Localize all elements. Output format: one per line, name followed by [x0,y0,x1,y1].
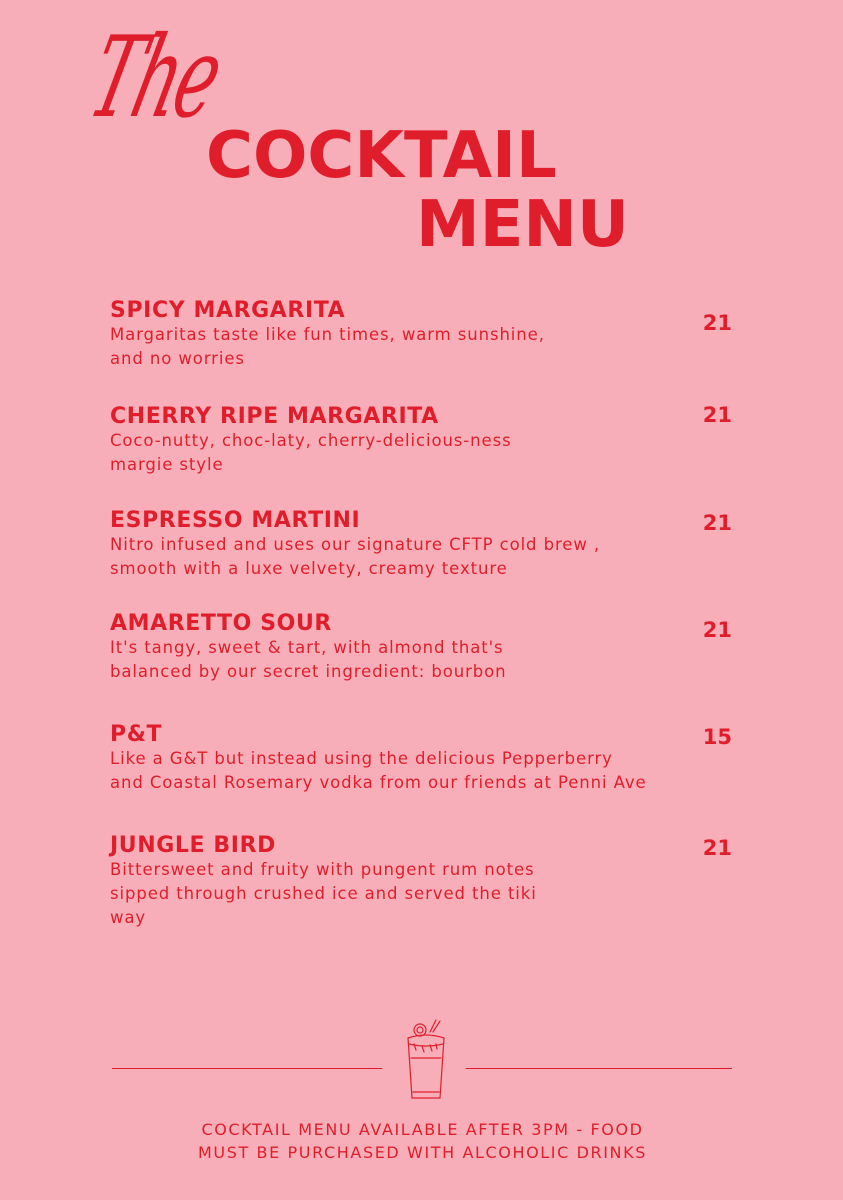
item-desc-line: way [110,908,147,927]
menu-item [110,297,750,371]
footer-note [0,1118,843,1164]
item-desc-line: smooth with a luxe velvety, creamy texture [110,559,508,578]
item-desc-line: margie style [110,455,224,474]
item-desc-line: sipped through crushed ice and served the tiki [110,884,537,903]
item-desc-line: Coco-nutty, choc-laty, cherry-delicious-ness [110,431,512,450]
item-description [110,636,750,684]
item-desc-line: It's tangy, sweet & tart, with almond that's [110,638,504,657]
cocktail-glass-icon [402,1018,450,1107]
item-desc-line: Like a G&T but instead using the delicious Pepperberry [110,749,613,768]
menu-item [110,403,750,477]
item-desc-line: Margaritas taste like fun times, warm sunshine, [110,325,545,344]
item-description [110,747,750,795]
item-price: 21 [702,836,732,860]
item-name: CHERRY RIPE MARGARITA [110,404,439,429]
item-name: P&T [110,722,163,747]
footer-line: MUST BE PURCHASED WITH ALCOHOLIC DRINKS [198,1143,647,1162]
menu-item [110,721,750,795]
script-title-the: The [77,13,232,143]
item-desc-line: and Coastal Rosemary vodka from our friends at Penni Ave [110,773,647,792]
left-divider [112,1068,382,1069]
item-price: 21 [702,618,732,642]
item-price: 21 [702,403,732,427]
item-description [110,429,750,477]
item-name: JUNGLE BIRD [110,833,276,858]
item-price: 21 [702,511,732,535]
item-desc-line: balanced by our secret ingredient: bourbon [110,662,507,681]
item-price: 15 [702,725,732,749]
title-menu: MENU [416,188,629,262]
right-divider [466,1068,732,1069]
title-cocktail: COCKTAIL [206,119,557,193]
item-description [110,533,750,581]
item-name: SPICY MARGARITA [110,298,346,323]
footer-line: COCKTAIL MENU AVAILABLE AFTER 3PM - FOOD [201,1120,644,1139]
item-description [110,858,750,930]
menu-item [110,610,750,684]
item-desc-line: Nitro infused and uses our signature CFTP cold brew , [110,535,601,554]
item-name: AMARETTO SOUR [110,611,332,636]
item-description [110,323,750,371]
menu-item [110,507,750,581]
item-price: 21 [702,311,732,335]
item-name: ESPRESSO MARTINI [110,508,361,533]
menu-item [110,832,750,930]
item-desc-line: and no worries [110,349,245,368]
item-desc-line: Bittersweet and fruity with pungent rum notes [110,860,535,879]
